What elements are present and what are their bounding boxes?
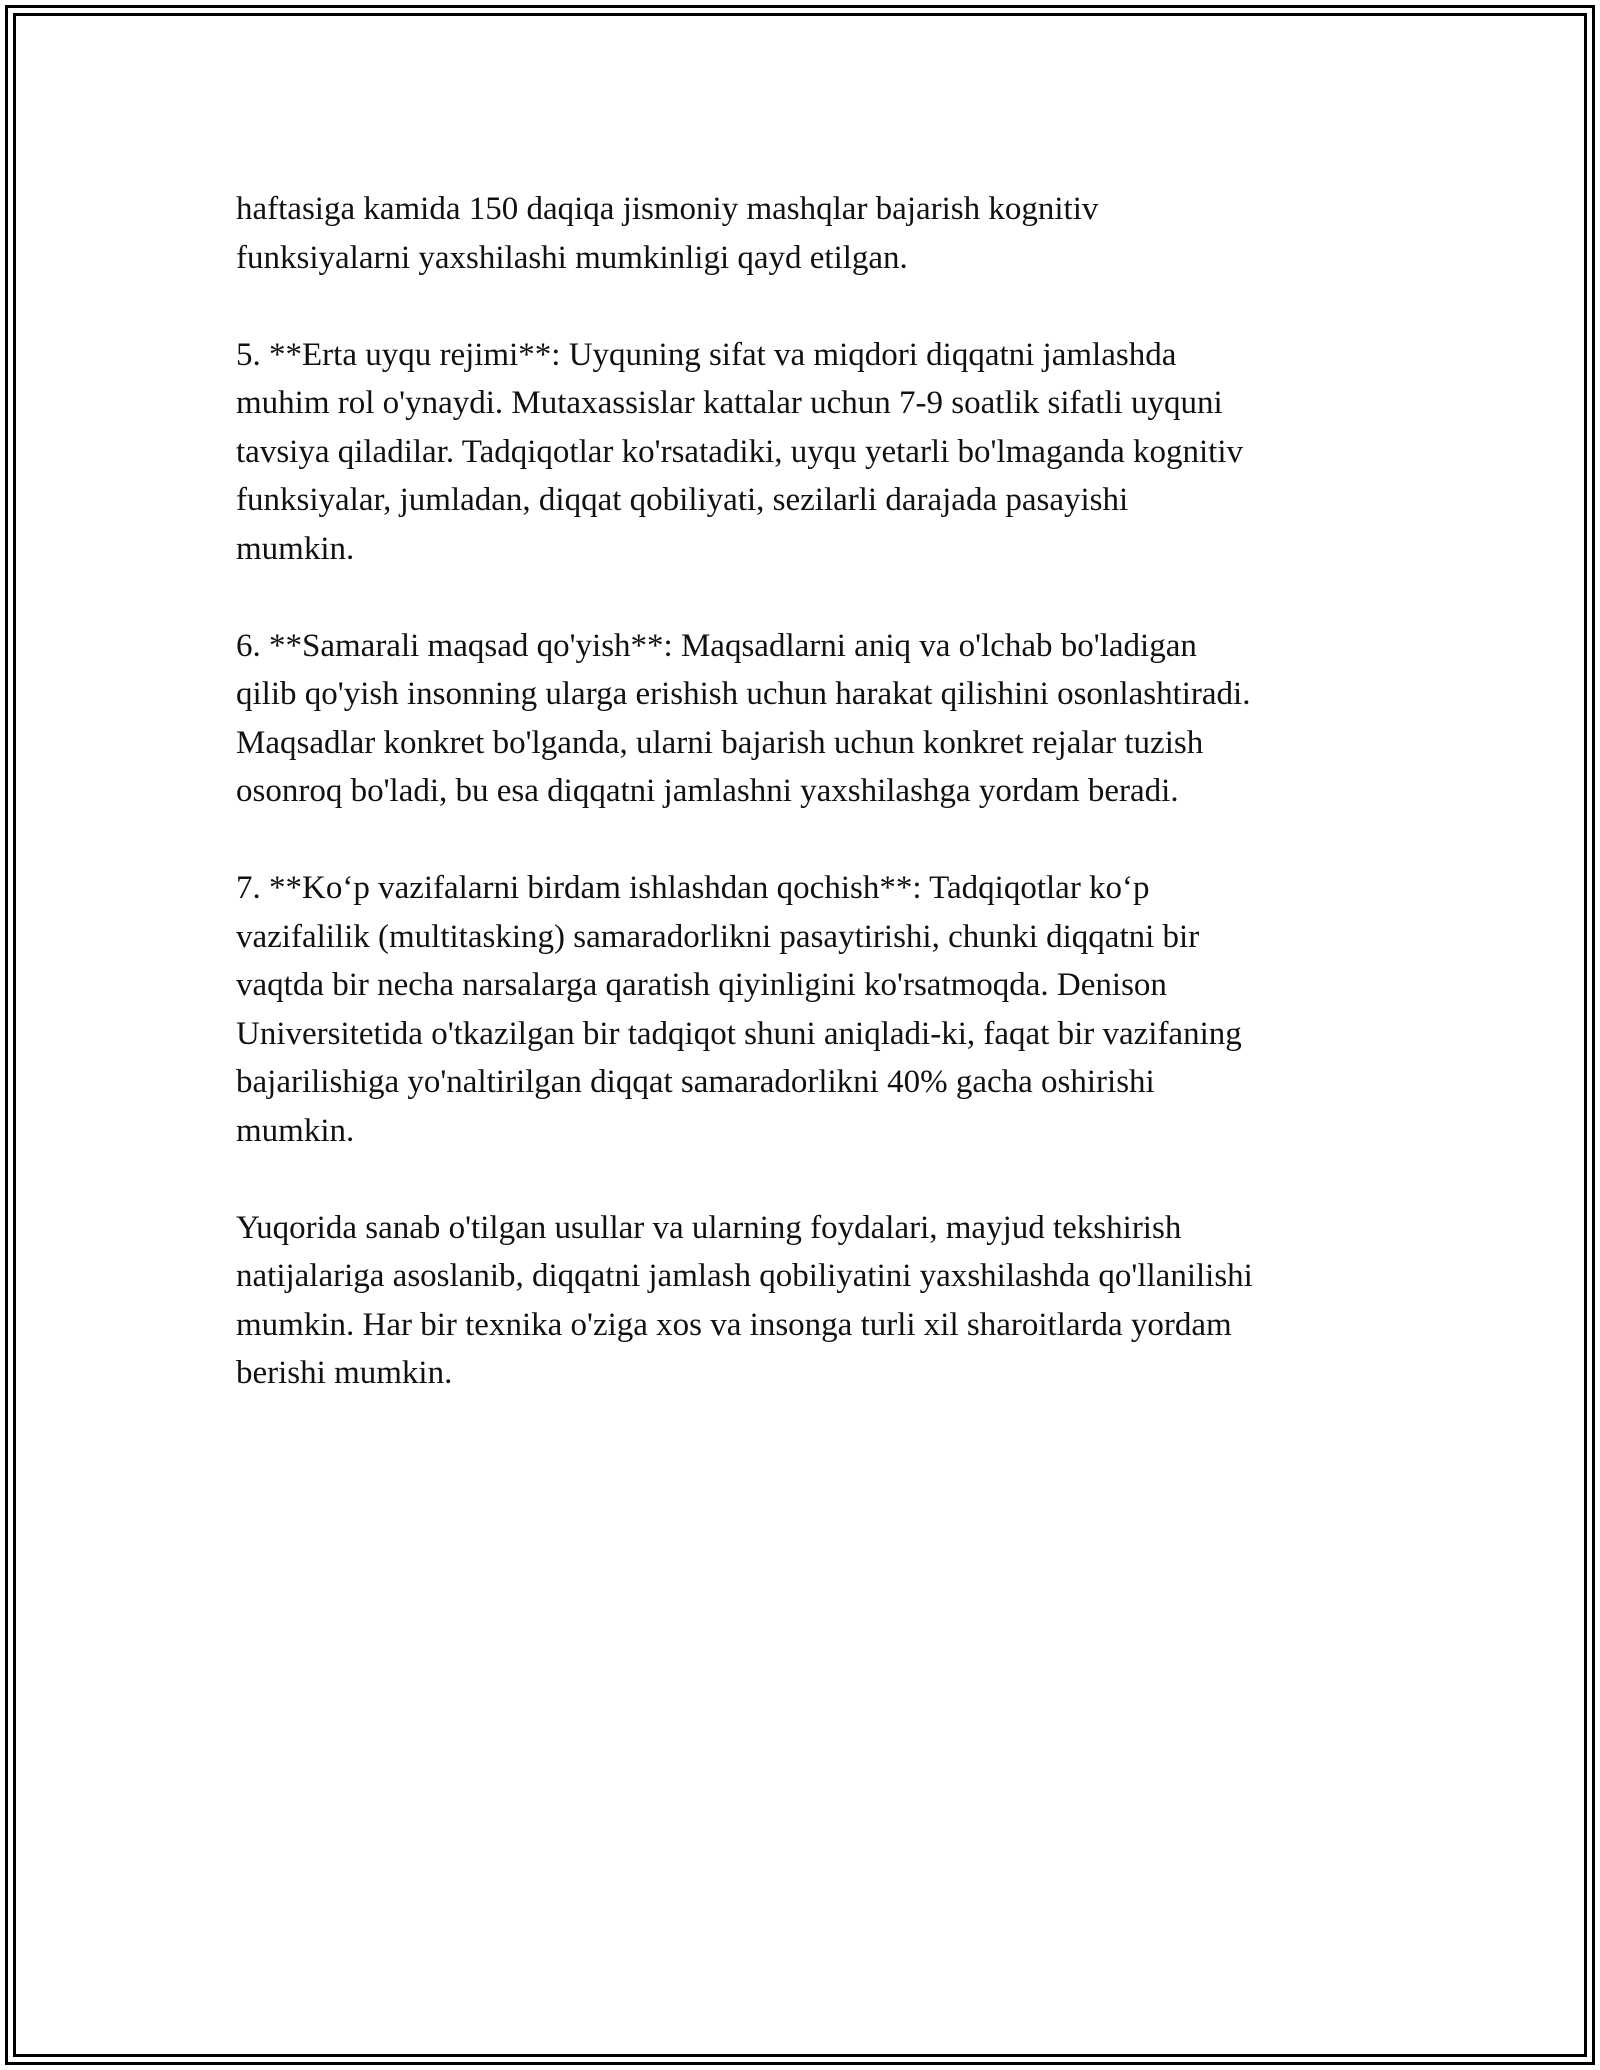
paragraph-intro-continuation: haftasiga kamida 150 daqiqa jismoniy mashqlar bajarish kognitiv funksiyalarni yaxshilashi mumkinligi qayd etilgan. xyxy=(236,191,1099,276)
paragraph-conclusion: Yuqorida sanab o'tilgan usullar va ularning foydalari, mayjud tekshirish natijalariga asoslanib, diqqatni jamlash qobiliyatini yaxshilashda qo'llanilishi mumkin. Har bir texnika o'ziga xos va insonga turli xil sharoitlarda yordam berishi mumkin. xyxy=(236,1209,1253,1391)
paragraph-item-7-multitasking: 7. **Ko‘p vazifalarni birdam ishlashdan qochish**: Tadqiqotlar ko‘p vazifalilik (multitasking) samaradorlikni pasaytirishi, chunki diqqatni bir vaqtda bir necha narsalarga qaratish qiyinligini ko'rsatmoqda. Denison Universitetida o'tkazilgan bir tadqiqot shuni aniqladi-ki, faqat bir vazifaning bajarilishiga yo'naltirilgan diqqat samaradorlikni 40% gacha oshirishi mumkin. xyxy=(236,870,1242,1149)
document-body xyxy=(236,185,1376,1446)
paragraph-item-6-goals: 6. **Samarali maqsad qo'yish**: Maqsadlarni aniq va o'lchab bo'ladigan qilib qo'yish insonning ularga erishish uchun harakat qilishini osonlashtiradi. Maqsadlar konkret bo'lganda, ularni bajarish uchun konkret rejalar tuzish osonroq bo'ladi, bu esa diqqatni jamlashni yaxshilashga yordam beradi. xyxy=(236,627,1251,809)
paragraph-item-5-sleep: 5. **Erta uyqu rejimi**: Uyquning sifat va miqdori diqqatni jamlashda muhim rol o'ynaydi. Mutaxassislar kattalar uchun 7-9 soatlik sifatli uyquni tavsiya qiladilar. Tadqiqotlar ko'rsatadiki, uyqu yetarli bo'lmaganda kognitiv funksiyalar, jumladan, diqqat qobiliyati, sezilarli darajada pasayishi mumkin. xyxy=(236,336,1243,567)
